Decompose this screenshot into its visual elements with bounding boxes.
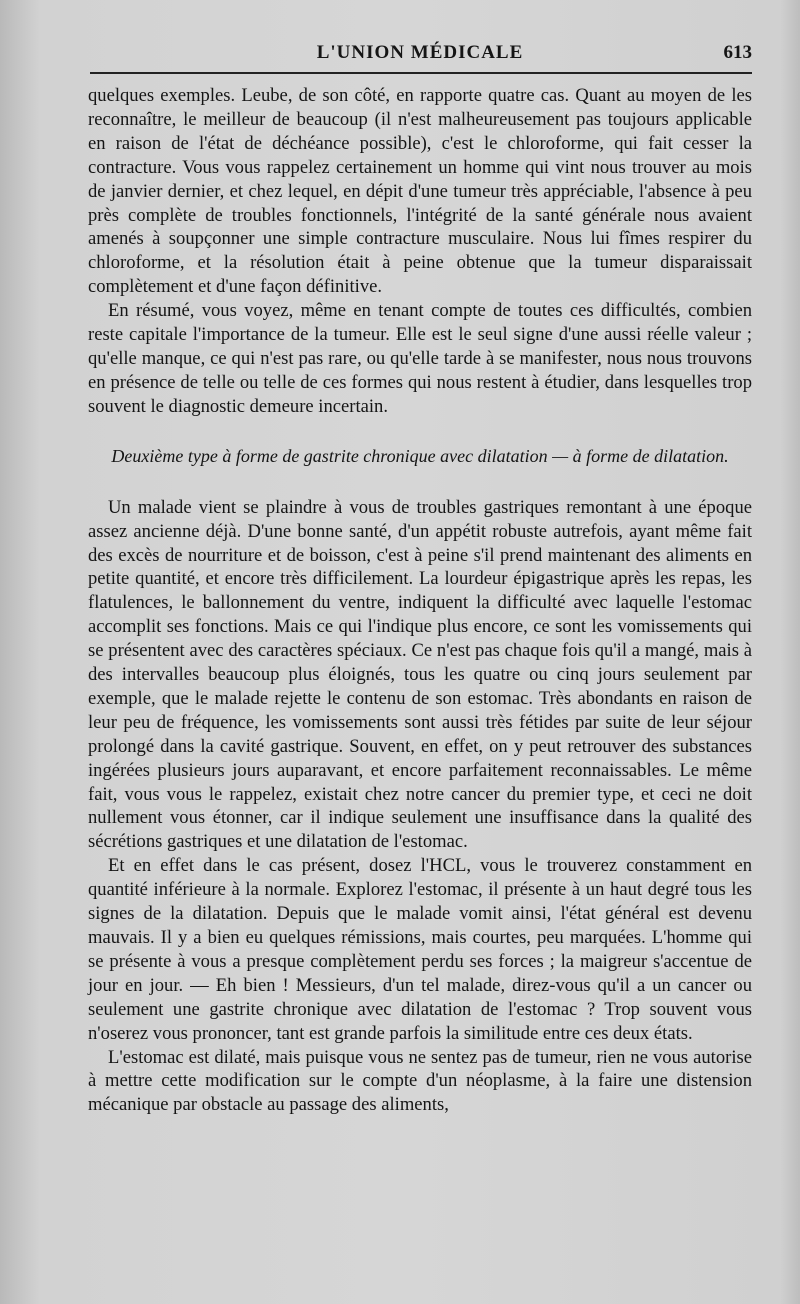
journal-title: L'UNION MÉDICALE <box>316 42 524 63</box>
running-header <box>88 38 752 72</box>
body-text <box>88 84 752 1117</box>
paragraph-hcl: Et en effet dans le cas présent, dosez l'HCL, vous le trouverez constamment en quantité inférieure à la normale. Explorez l'estomac, il présente à un haut degré tous les signes de la dilatation. Depuis que le malade vomit ainsi, l'état général est devenu mauvais. Il y a bien eu quelques rémissions, mais courtes, peu marquées. L'homme qui se présente à vous a presque complètement perdu ses forces ; la maigreur s'accentue de jour en jour. — Eh bien ! Messieurs, d'un tel malade, direz-vous qu'il a un cancer ou seulement une gastrite chronique avec dilatation de l'estomac ? Trop souvent vous n'oserez vous prononcer, tant est grande parfois la similitude entre ces deux états. <box>88 855 752 1044</box>
header-rule <box>90 72 752 74</box>
paragraph-continued: quelques exemples. Leube, de son côté, en rapporte quatre cas. Quant au moyen de les reconnaître, le meilleur de beaucoup (il n'est malheureusement pas toujours applicable en raison de l'état de déchéance possible), c'est le chloroforme, qui fait cesser la contracture. Vous vous rappelez certainement un homme qui vint nous trouver au mois de janvier dernier, et chez lequel, en dépit d'une tumeur très appréciable, l'absence à peu près complète de troubles fonctionnels, l'intégrité de la santé générale nous avaient amenés à soupçonner une simple contracture musculaire. Nous lui fîmes respirer du chloroforme, et la résolution était à peine obtenue que la tumeur disparaissait complètement et d'une façon définitive. <box>88 85 752 298</box>
paragraph-malade: Un malade vient se plaindre à vous de troubles gastriques remontant à une époque assez ancienne déjà. D'une bonne santé, d'un appétit robuste autrefois, ayant même fait des excès de nourriture et de boisson, c'est à peine s'il prend maintenant des aliments en petite quantité, et encore très difficilement. La lourdeur épigastrique après les repas, les flatulences, le ballonnement du ventre, indiquent la difficulté avec laquelle l'estomac accomplit ses fonctions. Mais ce qui l'indique plus encore, ce sont les vomissements qui se présentent avec des caractères spéciaux. Ce n'est pas chaque fois qu'il a mangé, mais à des intervalles beaucoup plus éloignés, tous les quatre ou cinq jours seulement par exemple, que le malade rejette le contenu de son estomac. Très abondants en raison de leur peu de fréquence, les vomissements sont aussi très fétides par suite de leur séjour prolongé dans la cavité gastrique. Souvent, en effet, on y peut retrouver des substances ingérées plusieurs jours auparavant, et encore parfaitement reconnaissables. Le même fait, vous vous le rappelez, existait chez notre cancer du premier type, et ceci ne doit nullement vous étonner, car il indique seulement une insuffisance dans la qualité des sécrétions gastriques et une dilatation de l'estomac. <box>88 496 752 853</box>
paragraph-estomac: L'estomac est dilaté, mais puisque vous ne sentez pas de tumeur, rien ne vous autorise à mettre cette modification sur le compte d'un néoplasme, à la faire une distension mécanique par obstacle au passage des aliments, <box>88 1046 752 1116</box>
paragraph-resume: En résumé, vous voyez, même en tenant compte de toutes ces difficultés, combien reste capitale l'importance de la tumeur. Elle est le seul signe d'une aussi réelle valeur ; qu'elle manque, ce qui n'est pas rare, ou qu'elle tarde à se manifester, nous nous trouvons en présence de telle ou telle de ces formes qui nous restent à étudier, dans lesquelles trop souvent le diagnostic demeure incertain. <box>88 300 752 417</box>
section-heading: Deuxième type à forme de gastrite chronique avec dilatation — à forme de dilatation. <box>111 445 729 466</box>
page-number: 613 <box>723 42 752 63</box>
